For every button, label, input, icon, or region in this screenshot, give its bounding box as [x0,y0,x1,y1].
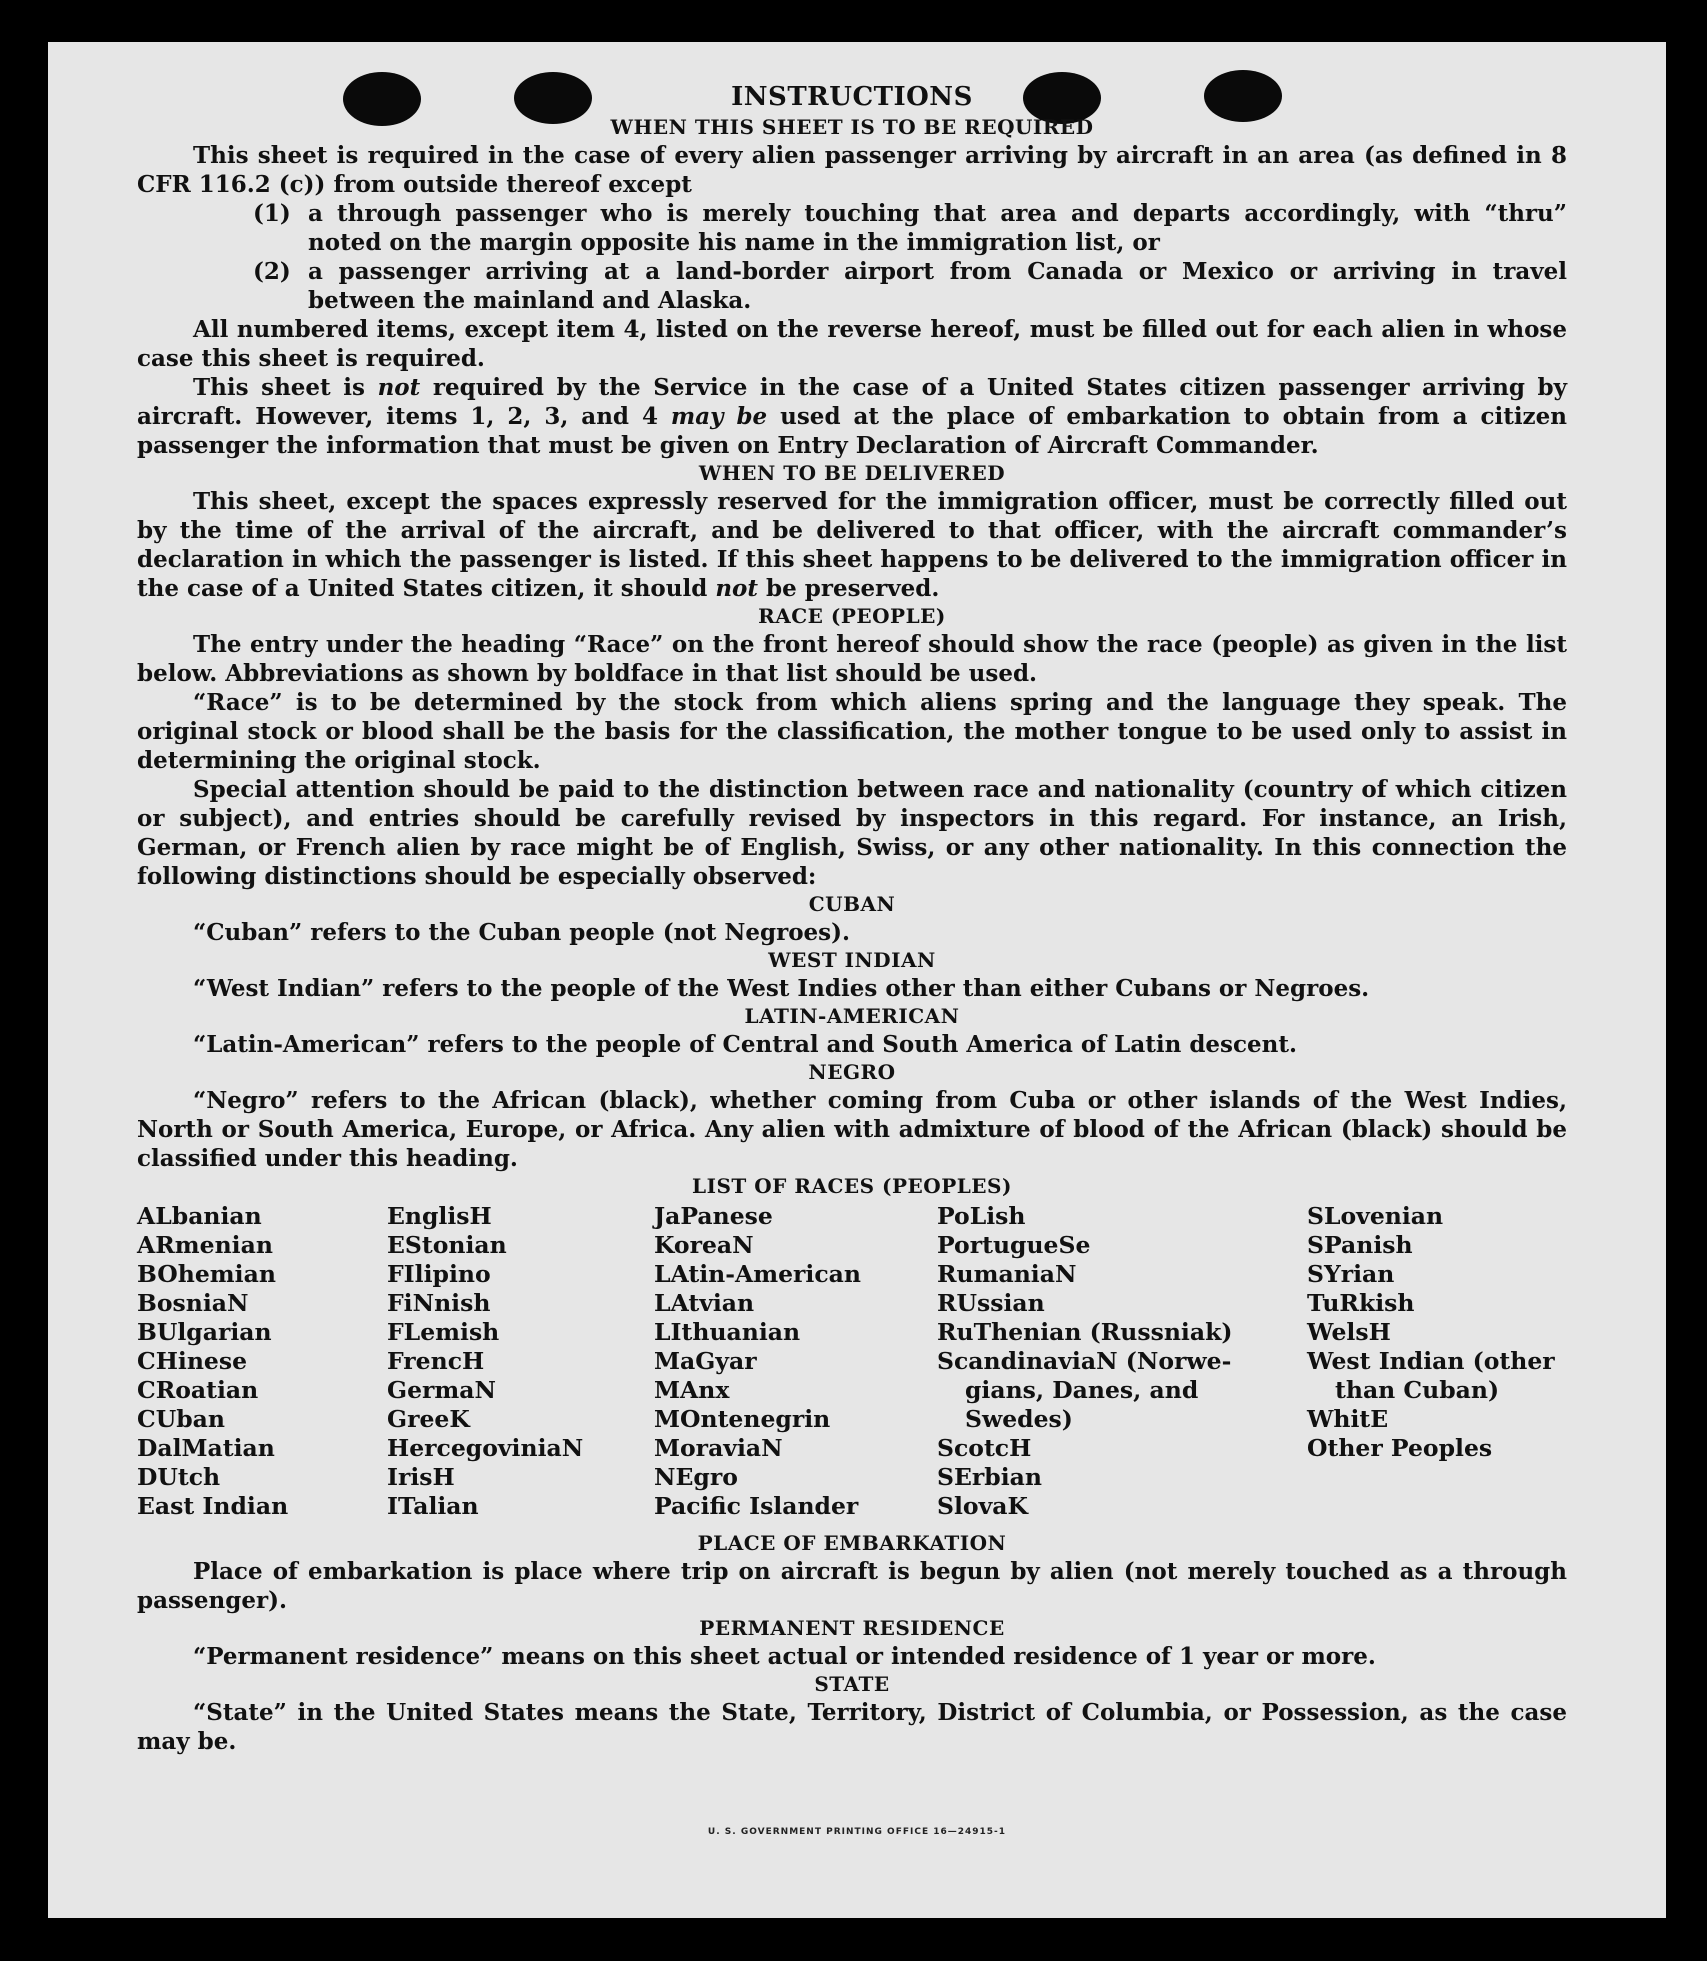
race-entry: FrencH [387,1347,485,1375]
item-number: (2) [253,258,291,285]
race-entry: ScotcH [937,1434,1032,1462]
races-list [137,1202,1567,1530]
race-entry: MoraviaN [654,1434,783,1462]
paragraph: “State” in the United States means the State, Territory, District of Columbia, or Possession, as the case may be. [137,1699,1567,1755]
race-entry: FIlipino [387,1260,491,1288]
section-heading: RACE (PEOPLE) [758,604,946,628]
section-heading: WHEN TO BE DELIVERED [698,461,1006,485]
section-heading: NEGRO [808,1060,896,1084]
paragraph: All numbered items, except item 4, listed on the reverse hereof, must be filled out for each alien in whose case this sheet is required. [137,316,1567,372]
race-entry-continued: Swedes) [965,1405,1073,1433]
race-entry: EnglisH [387,1202,492,1230]
section-heading: WEST INDIAN [768,948,936,972]
race-entry: Other Peoples [1307,1434,1493,1462]
race-entry: HercegoviniaN [387,1434,584,1462]
race-entry-continued: than Cuban) [1335,1376,1500,1404]
race-entry: TuRkish [1307,1289,1415,1317]
section-heading: CUBAN [808,892,896,916]
paragraph: “Cuban” refers to the Cuban people (not Negroes). [193,919,851,946]
race-entry: FiNnish [387,1289,491,1317]
race-entry: GreeK [387,1405,470,1433]
race-entry: RumaniaN [937,1260,1077,1288]
races-column-1 [137,1202,288,1521]
section-heading: STATE [814,1672,890,1696]
race-entry: PoLish [937,1202,1026,1230]
race-entry: DalMatian [137,1434,275,1462]
paragraph: This sheet is required in the case of every alien passenger arriving by aircraft in an area (as defined in 8 CFR 116.2 (c)) from outside thereof except [137,142,1567,198]
races-column-3 [654,1202,861,1521]
paragraph: This sheet is not required by the Service in the case of a United States citizen passenger arriving by aircraft. However, items 1, 2, 3, and 4 may be used at the place of embarkation to obtain from a citizen passenger the information that must be given on Entry Declaration of Aircraft Commander. [137,374,1567,459]
race-entry: BUlgarian [137,1318,272,1346]
race-entry: BOhemian [137,1260,276,1288]
paragraph: “West Indian” refers to the people of the West Indies other than either Cubans or Negroes. [193,975,1370,1002]
race-entry: CRoatian [137,1376,259,1404]
race-entry: SPanish [1307,1231,1413,1259]
race-entry: ScandinaviaN (Norwe- [937,1347,1232,1375]
paragraph: “Negro” refers to the African (black), whether coming from Cuba or other islands of the West Indies, North or South America, Europe, or Africa. Any alien with admixture of blood of the African (black) should be classified under this heading. [137,1087,1567,1172]
race-entry: WelsH [1307,1318,1391,1346]
race-entry: LAtin-American [654,1260,861,1288]
item-number: (1) [253,200,291,227]
page-title: INSTRUCTIONS [731,82,973,112]
race-entry: ALbanian [137,1202,262,1230]
races-column-5 [1307,1202,1555,1463]
race-entry: WhitE [1307,1405,1389,1433]
race-entry-continued: gians, Danes, and [965,1376,1199,1404]
race-entry: EStonian [387,1231,507,1259]
paragraph: “Permanent residence” means on this sheet actual or intended residence of 1 year or more. [193,1643,1376,1670]
item-text: a through passenger who is merely touching that area and departs accordingly, with “thru” noted on the margin opposite his name in the immigration list, or [308,200,1567,256]
race-entry: FLemish [387,1318,500,1346]
race-entry: CUban [137,1405,225,1433]
race-entry: KoreaN [654,1231,754,1259]
races-column-4 [937,1202,1232,1521]
race-entry: BosniaN [137,1289,249,1317]
paragraph: This sheet, except the spaces expressly reserved for the immigration officer, must be correctly filled out by the time of the arrival of the aircraft, and be delivered to that officer, with the aircraft commander’s declaration in which the passenger is listed. If this sheet happens to be delivered to the immigration officer in the case of a United States citizen, it should not be preserved. [137,488,1567,602]
race-entry: RuThenian (Russniak) [937,1318,1233,1346]
section-heading: PERMANENT RESIDENCE [699,1616,1005,1640]
race-entry: Pacific Islander [654,1492,859,1520]
section-heading: LATIN-AMERICAN [744,1004,960,1028]
numbered-item [137,257,1567,315]
paragraph: The entry under the heading “Race” on the front hereof should show the race (people) as given in the list below. Abbreviations as shown by boldface in that list should be used. [137,631,1567,687]
race-entry: East Indian [137,1492,289,1520]
paragraph: “Latin-American” refers to the people of Central and South America of Latin descent. [193,1031,1297,1058]
race-entry: NEgro [654,1463,738,1491]
race-entry: RUssian [937,1289,1045,1317]
race-entry: SYrian [1307,1260,1395,1288]
race-entry: MOntenegrin [654,1405,831,1433]
section-heading: WHEN THIS SHEET IS TO BE REQUIRED [610,115,1094,139]
race-entry: MAnx [654,1376,730,1404]
race-entry: LIthuanian [654,1318,801,1346]
race-entry: SlovaK [937,1492,1028,1520]
race-entry: SErbian [937,1463,1042,1491]
instructions-content [137,80,1567,1756]
paragraph: Special attention should be paid to the distinction between race and nationality (country of which citizen or subject), and entries should be carefully revised by inspectors in this regard. For instance, an Irish, German, or French alien by race might be of English, Swiss, or any other nationality. In this connection the following distinctions should be especially observed: [137,776,1567,890]
race-entry: ITalian [387,1492,479,1520]
printing-office-imprint: U. S. GOVERNMENT PRINTING OFFICE 16—24915-1 [707,1827,1007,1837]
race-entry: PortugueSe [937,1231,1091,1259]
paragraph: Place of embarkation is place where trip on aircraft is begun by alien (not merely touched as a through passenger). [137,1558,1567,1614]
numbered-item [137,199,1567,257]
race-entry: DUtch [137,1463,221,1491]
races-column-2 [387,1202,583,1521]
race-entry: ARmenian [137,1231,273,1259]
race-entry: JaPanese [654,1202,773,1230]
race-entry: SLovenian [1307,1202,1444,1230]
paragraph: “Race” is to be determined by the stock from which aliens spring and the language they speak. The original stock or blood shall be the basis for the classification, the mother tongue to be used only to assist in determining the original stock. [137,689,1567,774]
document-page [48,42,1666,1918]
section-heading: LIST OF RACES (PEOPLES) [692,1174,1012,1198]
race-entry: IrisH [387,1463,455,1491]
race-entry: West Indian (other [1307,1347,1555,1375]
race-entry: MaGyar [654,1347,757,1375]
race-entry: CHinese [137,1347,248,1375]
section-heading: PLACE OF EMBARKATION [697,1531,1007,1555]
race-entry: GermaN [387,1376,496,1404]
item-text: a passenger arriving at a land-border airport from Canada or Mexico or arriving in travel between the mainland and Alaska. [308,258,1567,314]
race-entry: LAtvian [654,1289,755,1317]
